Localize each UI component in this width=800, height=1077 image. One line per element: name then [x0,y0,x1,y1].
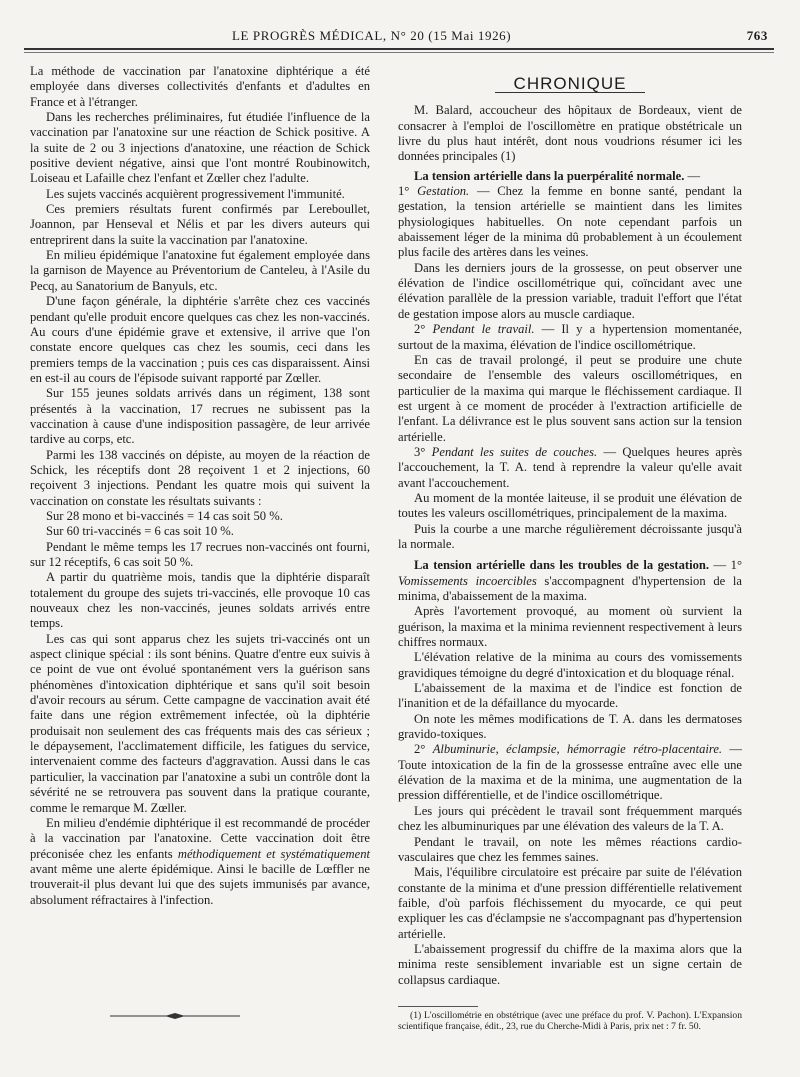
text-run: — [684,168,701,183]
text-run: avant même une alerte épidémique. Ainsi le bacille de Lœffler ne trouverait-il plus devant lui que des sujets immunisés par avance, absolument réfractaires à l'infection. [30,861,370,907]
footnote-text: (1) L'oscillométrie en obstétrique (avec une préface du prof. V. Pachon). L'Expansion scientifique française, édit., 23, rue du Cherche-Midi à Paris, prix net : 7 fr. 50. [398,1010,742,1032]
paragraph [398,558,742,604]
text-run: En milieu d'endémie diphtérique il est recommandé de procéder à la vaccination par l'anatoxine. Cette vaccination doit être préconisée chez les enfants [30,815,370,861]
paragraph [398,184,742,261]
text-run: — Quelques heures après l'accouchement, la T. A. tend à reprendre la valeur qu'elle avait avant l'accouchement. [398,444,743,490]
running-title: LE PROGRÈS MÉDICAL, N° 20 (15 Mai 1926) [232,28,512,43]
paragraph: En milieu épidémique l'anatoxine fut également employée dans la garnison de Mayence au Préventorium de Canteleu, à l'Asile du Pecq, au Sanatorium de Banyuls, etc. [30,248,370,293]
paragraph: Les jours qui précèdent le travail sont fréquemment marqués chez les albuminuriques par une élévation des valeurs de la T. A. [398,803,742,834]
paragraph: M. Balard, accoucheur des hôpitaux de Bordeaux, vient de consacrer à l'emploi de l'oscillomètre en pratique obstétricale un livre du plus haut intérêt, dont nous voudrions résumer ici les données principales (1) [398,103,742,164]
paragraph: Pendant le travail, on note les mêmes réactions cardio-vasculaires que chez les femmes saines. [398,834,742,864]
paragraph: La méthode de vaccination par l'anatoxine diphtérique a été employée dans diverses collectivités d'enfants et d'adultes en France et à l'étranger. [30,64,370,109]
subsection-title-text: La tension artérielle dans la puerpéralité normale. [414,168,685,183]
subsection-title-text: La tension artérielle dans les troubles de la gestation. [414,558,710,573]
paragraph: Sur 155 jeunes soldats arrivés dans un régiment, 138 sont présentés à la vaccination, 17 recrues ne subissent pas la vaccination à cause d'une indisposition passagère, de leur arrivée tardive au corps, etc. [30,386,370,447]
paragraph: Les sujets vaccinés acquièrent progressivement l'immunité. [46,186,345,201]
text-run: 1° [398,184,418,199]
paragraph: En cas de travail prolongé, il peut se produire une chute secondaire de l'ensemble des valeurs oscillométriques, en particulier de la maxima qui marque le fléchissement cardiaque. Il est urgent à ce moment de procéder à l'extraction artificielle de l'enfant. La délivrance est le plus souvent sans action sur la tension artérielle. [398,352,742,444]
text-run-italic: Pendant le travail. [432,322,535,337]
text-run-italic: méthodiquement et systématiquement [177,846,370,861]
text-run: — Toute intoxication de la fin de la grossesse entraîne avec elle une élévation de la maxima et de la minima, une augmentation de la pression différentielle, et de l'indice oscillométrique. [398,742,743,803]
text-run-italic: Albuminurie, éclampsie, hémorragie rétro-placentaire. [432,742,723,757]
paragraph: L'élévation relative de la minima au cours des vomissements gravidiques témoigne du degré d'intoxication et du bloquage rénal. [398,650,742,680]
paragraph: Mais, l'équilibre circulatoire est précaire par suite de l'élévation constante de la minima et d'une pression différentielle relativement faible, d'où parfois fléchissement du myocarde, ce qui peut expliquer les cas d'éclampsie ne s'accompagnant pas d'hypertension artérielle. [398,865,742,941]
text-run: 2° [414,742,433,757]
text-run: 2° [414,322,433,337]
result-line: Sur 60 tri-vaccinés = 6 cas soit 10 %. [46,524,234,539]
right-column [398,62,742,988]
paragraph: Les cas qui sont apparus chez les sujets tri-vaccinés ont un aspect clinique spécial : ils sont bénins. Quatre d'entre eux suivis à ce point de vue ont évolué spontanément vers la guérison sans phénomènes d'intoxication diphtérique et sans qu'il soit besoin d'avoir recours au sérum. Cette campagne de vaccination avait été faite dans une région extrêmement infectée, où la diphtérie produisait non seulement des cas fréquents mais des cas sérieux ; le dépaysement, l'acclimatement difficile, les fatigues du service, intervenaient comme des facteurs d'aggravation. Aussi dans le cas particulier, la vaccination par l'anatoxine a subi un contrôle dont la sévérité ne se retrouvera pas souvent dans la pratique courante, comme le remarque M. Zœller. [30,631,370,815]
paragraph: Puis la courbe a une marche régulièrement décroissante jusqu'à la normale. [398,521,742,551]
text-run: — Il y a hypertension momentanée, surtout de la maxima, élévation de l'indice oscillométrique. [398,322,742,352]
footnote [398,1010,742,1032]
paragraph: Après l'avortement provoqué, au moment où survient la guérison, la maxima et la minima reviennent respectivement à leurs chiffres normaux. [398,604,742,650]
text-run: — 1° [709,558,742,573]
paragraph: L'abaissement de la maxima et de l'indice est fonction de l'inanition et de la défaillance du myocarde. [398,681,742,711]
running-header [24,28,774,48]
header-rule [24,48,774,50]
paragraph: Pendant le même temps les 17 recrues non-vaccinés ont fourni, sur 12 réceptifs, 6 cas soit 50 %. [30,539,370,569]
paragraph: Parmi les 138 vaccinés on dépiste, au moyen de la réaction de Schick, les réceptifs dont 28 reçoivent 1 et 2 injections, 60 reçoivent 3 injections. Pendant les quatre mois qui suivent la vaccination on constate les résultats suivants : [30,447,370,508]
paragraph: Dans les recherches préliminaires, fut étudiée l'influence de la vaccination par l'anatoxine sur une réaction de Schick positive. A la suite de 2 ou 3 injections d'anatoxine, une réaction de Schick positive devient négative, ainsi que l'ont montré Roubinowitch, Loiseau et Lafaille chez l'enfant et Zœller chez l'adulte. [30,110,370,186]
paragraph: On note les mêmes modifications de T. A. dans les dermatoses gravido-toxiques. [398,711,742,742]
text-run-italic: Pendant les suites de couches. [431,444,598,459]
text-run: — Chez la femme en bonne santé, pendant la gestation, la tension artérielle se maintient dans les limites physiologiques habituelles. On note cependant parfois un abaissement léger de la minima dû probablement à un écoulement plus facile des artères dans les veines. [398,184,742,260]
paragraph: Au moment de la montée laiteuse, il se produit une élévation de toutes les valeurs oscillométriques, principalement de la maxima. [398,490,742,521]
paragraph: L'abaissement progressif du chiffre de la maxima alors que la minima reste sensiblement invariable est un signe certain de collapsus cardiaque. [398,941,742,987]
text-run-italic: Gestation. [417,184,470,199]
text-run-italic: Vomissements incoercibles [398,573,537,588]
paragraph [398,742,742,803]
text-run: 3° [414,444,432,459]
result-line: Sur 28 mono et bi-vaccinés = 14 cas soit 50 %. [46,508,283,523]
subsection-title [398,169,742,184]
section-heading: CHRONIQUE [495,76,645,93]
paragraph: Dans les derniers jours de la grossesse, on peut observer une élévation de l'indice oscillométrique qui, coïncidant avec une élévation parallèle de la pression variable, traduit l'effort que l'état de gestation impose alors au muscle cardiaque. [398,260,742,321]
end-ornament [110,1012,240,1020]
paragraph: A partir du quatrième mois, tandis que la diphtérie disparaît totalement du groupe des sujets tri-vaccinés, elle provoque 10 cas nouveaux chez les non-vaccinés, jeunes soldats arrivés entre temps. [30,570,370,631]
paragraph [398,445,742,491]
paragraph: D'une façon générale, la diphtérie s'arrête chez ces vaccinés pendant qu'elle produit encore quelques cas chez les non-vaccinés. Au cours d'une épidémie grave et extensive, il arrive que l'on constate encore quelques cas chez les soumis, ceci dans les premiers temps de la vaccination ; puis ces cas disparaissent. Ainsi en est-il au cours de l'épisode suivant rapporté par Zœller. [30,294,370,385]
paragraph [398,322,742,353]
paragraph: Ces premiers résultats furent confirmés par Lereboullet, Joannon, par Henseval et Nélis et par les divers auteurs qui entreprirent dans la suite la vaccination par l'anatoxine. [30,202,370,247]
footnote-rule [398,1006,478,1007]
paragraph [30,816,370,908]
text-run: s'accompagnent d'hypertension de la minima, d'abaissement de la maxima. [398,573,742,603]
page-number: 763 [746,28,768,43]
header-rule-thin [24,52,774,53]
left-column [30,64,370,908]
